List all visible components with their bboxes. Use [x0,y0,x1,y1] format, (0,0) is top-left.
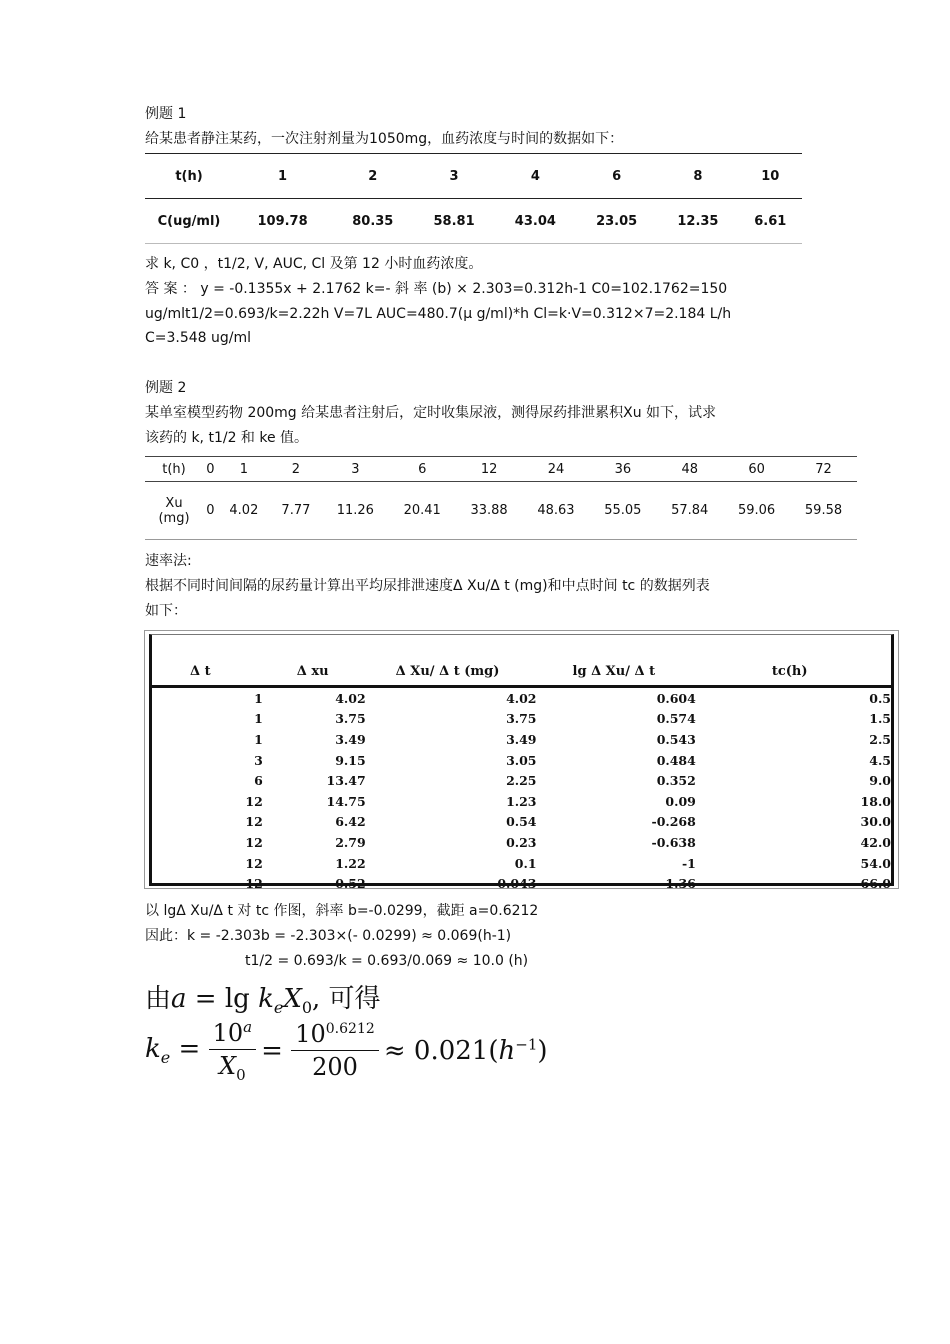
table-cell: 12 [245,855,263,871]
formula-result: ≈ 0.021( [383,1036,499,1067]
table-cell: 0.5 [869,690,891,706]
formula-exponent: 0.6212 [325,1021,375,1038]
table-cell: -0.638 [651,834,696,850]
formula-exponent: a [243,1018,253,1036]
time-cell: 1 [233,154,332,199]
result-line: 以 lgΔ Xu/Δ t 对 tc 作图，斜率 b=-0.0299，截距 a=0.6212 [145,903,539,919]
table-row [152,770,891,791]
table-cell: 0.043 [497,876,537,892]
formula-var: X [283,984,302,1014]
table-cell: 18.0 [860,793,891,809]
value-cell: 0 [203,482,218,540]
concentration-table [145,153,802,244]
table-cell: 1.22 [335,855,366,871]
table-cell: 0.543 [656,731,696,747]
table-row [152,687,891,709]
table-cell: 2.25 [506,773,537,789]
result-line: t1/2 = 0.693/k = 0.693/0.069 ≈ 10.0 (h) [245,953,529,969]
table-row [145,199,802,244]
example-2-intro: 某单室模型药物 200mg 给某患者注射后，定时收集尿液，测得尿药排泄累积Xu 如下，试求 [145,405,717,421]
example-1-question: 求 k, C0 ，t1/2, V, AUC, Cl 及第 12 小时血药浓度。 [145,256,483,272]
excretion-table [145,456,857,540]
table-cell: 3.05 [506,752,537,768]
formula-ke [145,1018,548,1088]
table-cell: 0.484 [656,752,696,768]
table-cell: 6 [254,773,263,789]
value-cell: 4.02 [218,482,270,540]
table-cell: 3 [254,752,263,768]
method-description: 如下： [145,603,187,619]
value-cell: 80.35 [332,199,413,244]
value-cell: 11.26 [322,482,389,540]
column-header: tc(h) [696,635,891,687]
time-cell: 6 [576,154,657,199]
header-label: t(h) [145,457,203,482]
table-cell: 0.574 [656,711,696,727]
time-cell: 2 [270,457,322,482]
table-row [152,791,891,812]
time-cell: 6 [389,457,456,482]
table-row [152,873,891,894]
table-cell: 1 [254,711,263,727]
table-cell: 3.75 [335,711,366,727]
table-cell: 1.5 [869,711,891,727]
value-cell: 43.04 [495,199,576,244]
time-cell: 12 [456,457,523,482]
table-cell: 12 [245,876,263,892]
column-header: lg Δ Xu/ Δ t [537,635,696,687]
table-row [152,729,891,750]
time-cell: 4 [495,154,576,199]
table-cell: 3.49 [335,731,366,747]
formula-paren: ) [537,1036,548,1067]
table-cell: 4.5 [869,752,891,768]
column-header: Δ xu [263,635,366,687]
value-cell: 55.05 [589,482,656,540]
value-cell: 20.41 [389,482,456,540]
rate-table-body [152,687,891,894]
formula-rhs [384,1036,548,1066]
table-row [152,812,891,833]
time-cell: 60 [723,457,790,482]
table-cell: 4.02 [506,690,537,706]
value-cell: 12.35 [657,199,738,244]
time-cell: 2 [332,154,413,199]
method-title: 速率法: [145,553,192,569]
table-row [152,853,891,874]
formula-prefix: 由 [145,984,172,1014]
formula-subscript: 0 [236,1065,246,1084]
example-1-answer-line: 答 案 ： y = -0.1355x + 2.1762 k=- 斜 率 (b) × 2.303=0.312h-1 C0=102.1762=150 [145,281,728,297]
table-cell: 9.0 [869,773,891,789]
fraction-1 [209,1018,257,1084]
method-description: 根据不同时间间隔的尿药量计算出平均尿排泄速度Δ Xu/Δ t (mg)和中点时间 tc 的数据列表 [145,578,710,594]
formula-lhs [145,1034,209,1068]
fraction-denominator [209,1050,257,1084]
value-cell: 109.78 [233,199,332,244]
table-cell: 13.47 [326,773,366,789]
table-cell: 1 [254,731,263,747]
example-1-answer-line: ug/mlt1/2=0.693/k=2.22h V=7L AUC=480.7(μ g/ml)*h Cl=k·V=0.312×7=2.184 L/h [145,306,732,322]
row-label-name: Xu [165,495,183,511]
formula-var: a [171,984,187,1014]
formula-op: = lg [186,984,259,1014]
table-cell: 1 [254,690,263,706]
value-cell: 33.88 [456,482,523,540]
table-cell: 0.352 [656,773,696,789]
table-cell: 0.23 [506,834,537,850]
time-cell: 10 [739,154,802,199]
formula-suffix: , 可得 [312,984,381,1014]
table-row [152,750,891,771]
formula-subscript: e [273,998,284,1018]
rate-table-image [144,630,899,892]
row-label: C(ug/ml) [145,199,233,244]
table-row [152,832,891,853]
table-cell: 0.1 [514,855,537,871]
value-cell: 7.77 [270,482,322,540]
table-cell: 0.54 [506,814,537,830]
column-header: Δ Xu/ Δ t (mg) [366,635,537,687]
row-label [145,482,203,540]
rate-table-frame [149,634,894,892]
fraction-2 [291,1020,379,1081]
value-cell: 58.81 [413,199,494,244]
time-cell: 3 [413,154,494,199]
table-cell: 4.02 [335,690,366,706]
value-cell: 23.05 [576,199,657,244]
formula-var: X [218,1052,237,1080]
fraction-numerator [209,1018,257,1050]
value-cell: 59.06 [723,482,790,540]
column-header: Δ t [152,635,263,687]
table-cell: 9.15 [335,752,366,768]
table-cell: 14.75 [326,793,366,809]
row-label-unit: (mg) [158,510,190,526]
table-header-row [145,154,802,199]
formula-subscript: 0 [301,998,313,1018]
table-cell: 42.0 [860,834,891,850]
value-cell: 6.61 [739,199,802,244]
example-1-intro: 给某患者静注某药，一次注射剂量为1050mg，血药浓度与时间的数据如下： [145,131,624,147]
time-cell: 8 [657,154,738,199]
table-cell: 3.49 [506,731,537,747]
table-cell: 12 [245,814,263,830]
rate-table [152,635,891,894]
table-cell: 0.52 [335,876,366,892]
table-row [145,482,857,540]
table-header-row [152,635,891,687]
table-cell: 12 [245,793,263,809]
table-header-row [145,457,857,482]
example-1-title: 例题 1 [145,106,187,122]
table-cell: 2.5 [869,731,891,747]
table-row [152,709,891,730]
table-cell: 3.75 [506,711,537,727]
result-line: 因此：k = -2.303b = -2.303×(- 0.0299) ≈ 0.069(h-1) [145,928,512,944]
fraction-denominator: 200 [312,1053,358,1082]
table-cell: 2.79 [335,834,366,850]
value-cell: 57.84 [656,482,723,540]
time-cell: 1 [218,457,270,482]
table-cell: -1 [681,855,696,871]
table-cell: 0.604 [656,690,696,706]
formula-exponent: −1 [515,1035,538,1054]
formula-intercept [145,978,381,1017]
example-1-answer-line: C=3.548 ug/ml [145,330,252,346]
time-cell: 24 [523,457,590,482]
table-cell: 6.42 [335,814,366,830]
formula-number: 10 [212,1019,244,1047]
table-cell: -0.268 [651,814,696,830]
formula-var: k [145,1034,161,1065]
time-cell: 3 [322,457,389,482]
time-cell: 72 [790,457,857,482]
formula-number: 10 [295,1020,326,1049]
formula-op: = [170,1034,209,1065]
formula-op: = [261,1035,292,1066]
time-cell: 0 [203,457,218,482]
table-cell: 30.0 [860,814,891,830]
table-cell: 1.23 [506,793,537,809]
time-cell: 48 [656,457,723,482]
value-cell: 48.63 [523,482,590,540]
table-cell: -1.36 [660,876,696,892]
formula-var: k [258,984,274,1014]
fraction-numerator [291,1020,379,1051]
formula-subscript: e [160,1048,171,1068]
formula-var: h [498,1036,516,1067]
table-cell: 0.09 [665,793,696,809]
table-cell: 54.0 [860,855,891,871]
example-2-title: 例题 2 [145,380,187,396]
example-2-intro: 该药的 k, t1/2 和 ke 值。 [145,430,309,446]
table-cell: 12 [245,834,263,850]
table-cell: 66.0 [860,876,891,892]
time-cell: 36 [589,457,656,482]
value-cell: 59.58 [790,482,857,540]
header-label: t(h) [145,154,233,199]
